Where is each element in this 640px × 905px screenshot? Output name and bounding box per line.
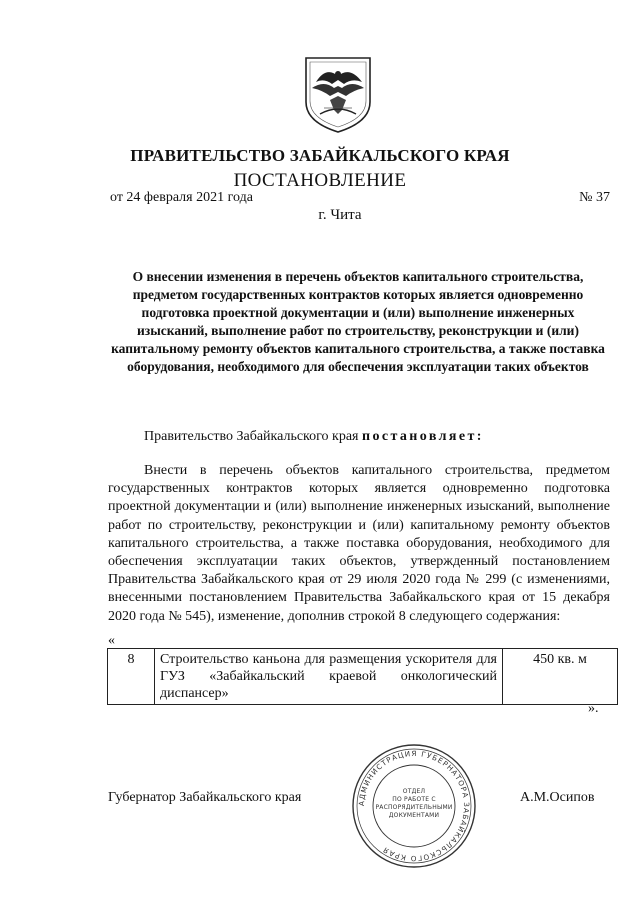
stamp-line-4: ДОКУМЕНТАМИ [388,812,440,819]
signer-title: Губернатор Забайкальского края [108,790,302,805]
preamble-action: постановляет: [361,429,484,444]
stamp-line-2: ПО РАБОТЕ С [392,796,436,803]
document-number: № 37 [579,190,610,205]
table-row [108,649,618,705]
quote-open: « [108,633,115,648]
row-description-cell: Строительство каньона для размещения ускорителя для ГУЗ «Забайкальский краевой онкологический диспансер» [155,649,503,705]
official-stamp [350,742,478,870]
preamble-text: Правительство Забайкальского края [144,429,362,444]
stamp-ring-text: АДМИНИСТРАЦИЯ ГУБЕРНАТОРА ЗАБАЙКАЛЬСКОГО КРАЯ [356,748,472,864]
document-date: от 24 февраля 2021 года [110,190,253,205]
document-subject: О внесении изменения в перечень объектов капитального строительства, предметом государственных контрактов которых является одновременно подготовка проектной документации и (или) выполнение инженерных изысканий, выполнение работ по строительству, реконструкции и (или) капитальному ремонту объектов капитального строительства, а также поставка оборудования, необходимого для обеспечения эксплуатации таких объектов [111,269,605,374]
body-paragraph: Внести в перечень объектов капитального строительства, предметом государственных контрактов которых является одновременно подготовка проектной документации и (или) выполнение инженерных изысканий, выполнение работ по строительству, реконструкции и (или) капитальному ремонту объектов капитального строительства, а также поставка оборудования, необходимого для обеспечения эксплуатации таких объектов, утвержденный постановлением Правительства Забайкальского края от 29 июля 2020 года № 299 (с изменениями, внесенными постановлением Правительства Забайкальского края от 15 декабря 2020 года № 545), изменение, дополнив строкой 8 следующего содержания: [108,463,610,624]
quote-close: ». [588,701,599,716]
preamble [144,429,484,445]
inserted-row-table [107,648,618,705]
row-number-cell: 8 [108,649,155,705]
document-city: г. Чита [318,207,362,223]
stamp-line-3: РАСПОРЯДИТЕЛЬНЫМИ [375,804,453,811]
row-area-cell: 450 кв. м [503,649,618,705]
document-type: ПОСТАНОВЛЕНИЕ [233,170,407,191]
coat-of-arms-icon [296,52,380,136]
signer-name: А.М.Осипов [520,790,595,805]
stamp-line-1: ОТДЕЛ [402,788,426,795]
government-title: ПРАВИТЕЛЬСТВО ЗАБАЙКАЛЬСКОГО КРАЯ [130,146,510,165]
